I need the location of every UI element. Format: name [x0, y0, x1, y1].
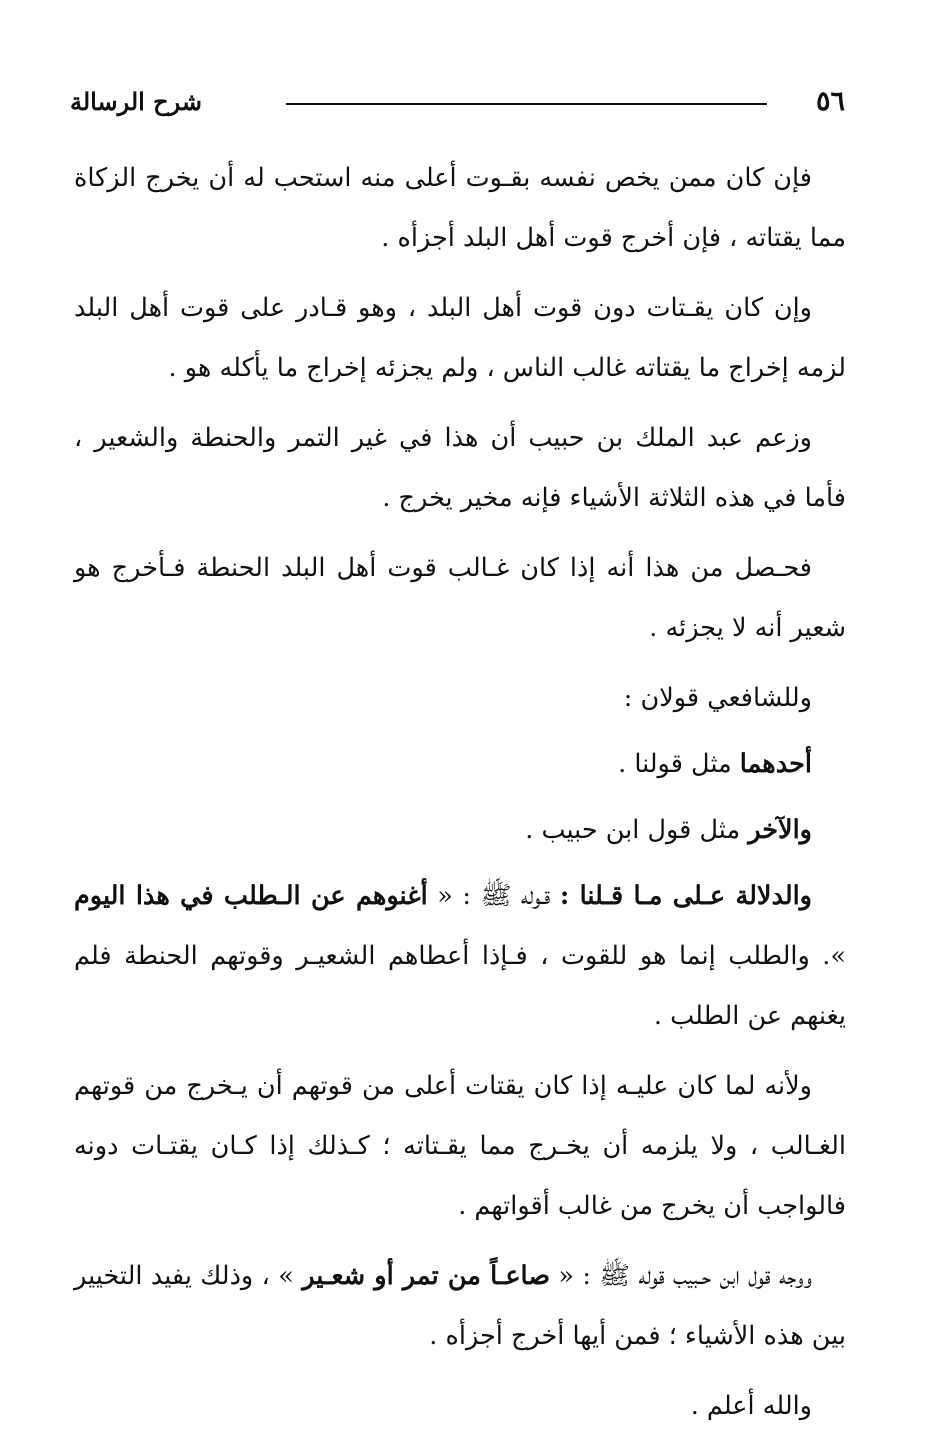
- paragraph-text: مثل قول ابن حبيب .: [525, 815, 749, 845]
- paragraph-text: قـوله ﷺ : «: [427, 881, 560, 911]
- bold-heading: والدلالة عـلى مـا قـلنا :: [559, 881, 812, 911]
- page-number: ٥٦: [815, 86, 845, 117]
- paragraph: [74, 668, 846, 728]
- paragraph-text: ». والطلب إنما هو للقوت ، فـإذا أعطاهم الشعيـر وقوتهم الحنطة فلم يغنهم عن الطلب .: [74, 941, 846, 1031]
- paragraph-text: مثل قولنا .: [618, 749, 740, 779]
- hadith-quote: أغنوهم عن الـطلب في هذا اليوم: [74, 881, 428, 911]
- paragraph-text: وإن كان يقـتات دون قوت أهل البلد ، وهو قـادر على قوت أهل البلد لزمه إخراج ما يقتاته غالب الناس ، ولم يجزئه إخراج ما يأكله هو .: [74, 293, 846, 383]
- paragraph-text: ولأنه لما كان عليـه إذا كان يقتات أعلى من قوتهم أن يـخرج من قوتهم الغـالب ، ولا يلزمه أن يخـرج مما يقـتاته ؛ كـذلك إذا كـان يقتـات دونه فالواجب أن يخرج من غالب أقواتهم .: [74, 1071, 846, 1221]
- paragraph: [74, 1056, 846, 1236]
- page-header: [70, 82, 845, 122]
- paragraph: [74, 1376, 846, 1436]
- bold-term: والآخر: [748, 815, 812, 845]
- paragraph-text: » ، وذلك يفيد التخيير بين هذه الأشياء ؛ فمن أيها أخرج أجزأه .: [74, 1261, 846, 1351]
- closing-text: والله أعلم .: [690, 1391, 812, 1421]
- paragraph: [74, 408, 846, 528]
- bold-term: أحدهما: [739, 749, 812, 779]
- hadith-quote: صاعـاً من تمر أو شعـير: [302, 1261, 550, 1291]
- page-body: [74, 148, 846, 1446]
- paragraph: [74, 734, 846, 794]
- paragraph-text: فحـصل من هذا أنه إذا كان غـالب قوت أهل البلد الحنطة فـأخرج هو شعير أنه لا يجزئه .: [74, 553, 846, 643]
- header-rule: [286, 103, 767, 105]
- paragraph: [74, 866, 846, 1046]
- running-title: شرح الرسالة: [70, 87, 203, 116]
- paragraph-text: ووجه قول ابن حـبيب قوله ﷺ : «: [549, 1261, 812, 1291]
- paragraph: [74, 538, 846, 658]
- paragraph-text: وزعم عبد الملك بن حبيب أن هذا في غير التمر والحنطة والشعير ، فأما في هذه الثلاثة الأشياء فإنه مخير يخرج .: [74, 423, 846, 513]
- paragraph: [74, 148, 846, 268]
- paragraph-text: وللشافعي قولان :: [623, 683, 812, 713]
- paragraph: [74, 1246, 846, 1366]
- paragraph: [74, 800, 846, 860]
- paragraph: [74, 278, 846, 398]
- paragraph-text: فإن كان ممن يخص نفسه بقـوت أعلى منه استحب له أن يخرج الزكاة مما يقتاته ، فإن أخرج قوت أهل البلد أجزأه .: [74, 163, 846, 253]
